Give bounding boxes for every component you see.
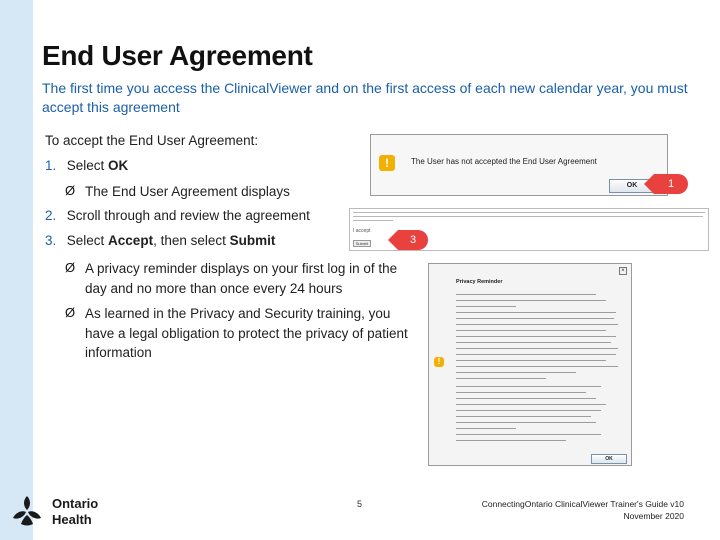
reminder-text-line [456, 410, 601, 411]
reminder-text-line [456, 360, 606, 361]
step-callout-1: 1 [654, 174, 688, 194]
alert-dialog-screenshot [370, 134, 668, 196]
agreement-text-line [353, 220, 393, 221]
reminder-text-line [456, 318, 614, 319]
reminder-text-line [456, 300, 606, 301]
arrow-bullet-icon: Ø [65, 260, 76, 275]
step-number: 1. [45, 158, 57, 173]
slide-subtitle: The first time you access the ClinicalViewer and on the first access of each new calendar year, you must accept this agreement [42, 80, 688, 115]
step-bold: Submit [229, 233, 276, 248]
reminder-text-line [456, 398, 596, 399]
close-icon[interactable]: × [619, 267, 627, 275]
logo-line-2: Health [52, 512, 92, 527]
accept-checkbox-label[interactable]: I accept [353, 228, 371, 234]
warning-icon: ! [434, 357, 444, 367]
footer-guide-title: ConnectingOntario ClinicalViewer Trainer's Guide v10 [481, 499, 684, 509]
step-text: Select [66, 158, 109, 173]
privacy-ok-button[interactable]: OK [591, 454, 627, 464]
reminder-text-line [456, 392, 586, 393]
step-number: 2. [45, 208, 57, 223]
step-1 [45, 158, 128, 173]
reminder-text-line [456, 294, 596, 295]
reminder-text-line [456, 366, 618, 367]
step-callout-3: 3 [398, 230, 428, 250]
privacy-reminder-screenshot [428, 263, 632, 466]
step-text: Select [66, 233, 109, 248]
step-bold: Accept [108, 233, 154, 248]
reminder-text-line [456, 312, 616, 313]
step-text: , then select [153, 233, 230, 248]
reminder-text-line [456, 404, 606, 405]
reminder-text-line [456, 330, 606, 331]
reminder-text-line [456, 428, 516, 429]
privacy-reminder-title: Privacy Reminder [456, 279, 503, 285]
reminder-text-line [456, 378, 546, 379]
agreement-text-line [353, 212, 705, 213]
submit-button[interactable]: Submit [353, 240, 371, 247]
reminder-text-line [456, 434, 601, 435]
reminder-text-line [456, 416, 591, 417]
warning-icon: ! [379, 155, 395, 171]
step-bold: OK [108, 158, 129, 173]
reminder-text-line [456, 324, 618, 325]
bullet-text: As learned in the Privacy and Security training, you have a legal obligation to protect the privacy of patient information [85, 306, 408, 360]
instructions-intro: To accept the End User Agreement: [45, 133, 259, 148]
reminder-text-line [456, 386, 601, 387]
reminder-text-line [456, 440, 566, 441]
footer-text [482, 498, 684, 522]
logo-wordmark [52, 496, 98, 528]
reminder-text-line [456, 372, 576, 373]
bullet-text: The End User Agreement displays [85, 184, 290, 199]
step-text: Scroll through and review the agreement [66, 208, 310, 223]
alert-ok-button[interactable]: OK [609, 179, 655, 193]
page-number: 5 [357, 499, 363, 509]
step-number: 3. [45, 233, 57, 248]
arrow-bullet-icon: Ø [65, 183, 76, 198]
ontario-trillium-logo-icon [10, 494, 44, 528]
step-3 [45, 233, 275, 248]
footer-date: November 2020 [623, 511, 684, 521]
slide-title: End User Agreement [42, 40, 313, 71]
logo-line-1: Ontario [52, 496, 99, 511]
reminder-text-line [456, 336, 616, 337]
reminder-text-line [456, 342, 611, 343]
step-2 [45, 208, 310, 223]
reminder-text-line [456, 306, 516, 307]
alert-message: The User has not accepted the End User Agreement [411, 157, 597, 166]
reminder-text-line [456, 348, 618, 349]
bullet-text: A privacy reminder displays on your first log in of the day and no more than once every 24 hours [85, 261, 398, 296]
left-decorative-stripe [0, 0, 33, 540]
arrow-bullet-icon: Ø [65, 305, 76, 320]
reminder-text-line [456, 422, 596, 423]
reminder-text-line [456, 354, 616, 355]
agreement-text-line [353, 216, 703, 217]
